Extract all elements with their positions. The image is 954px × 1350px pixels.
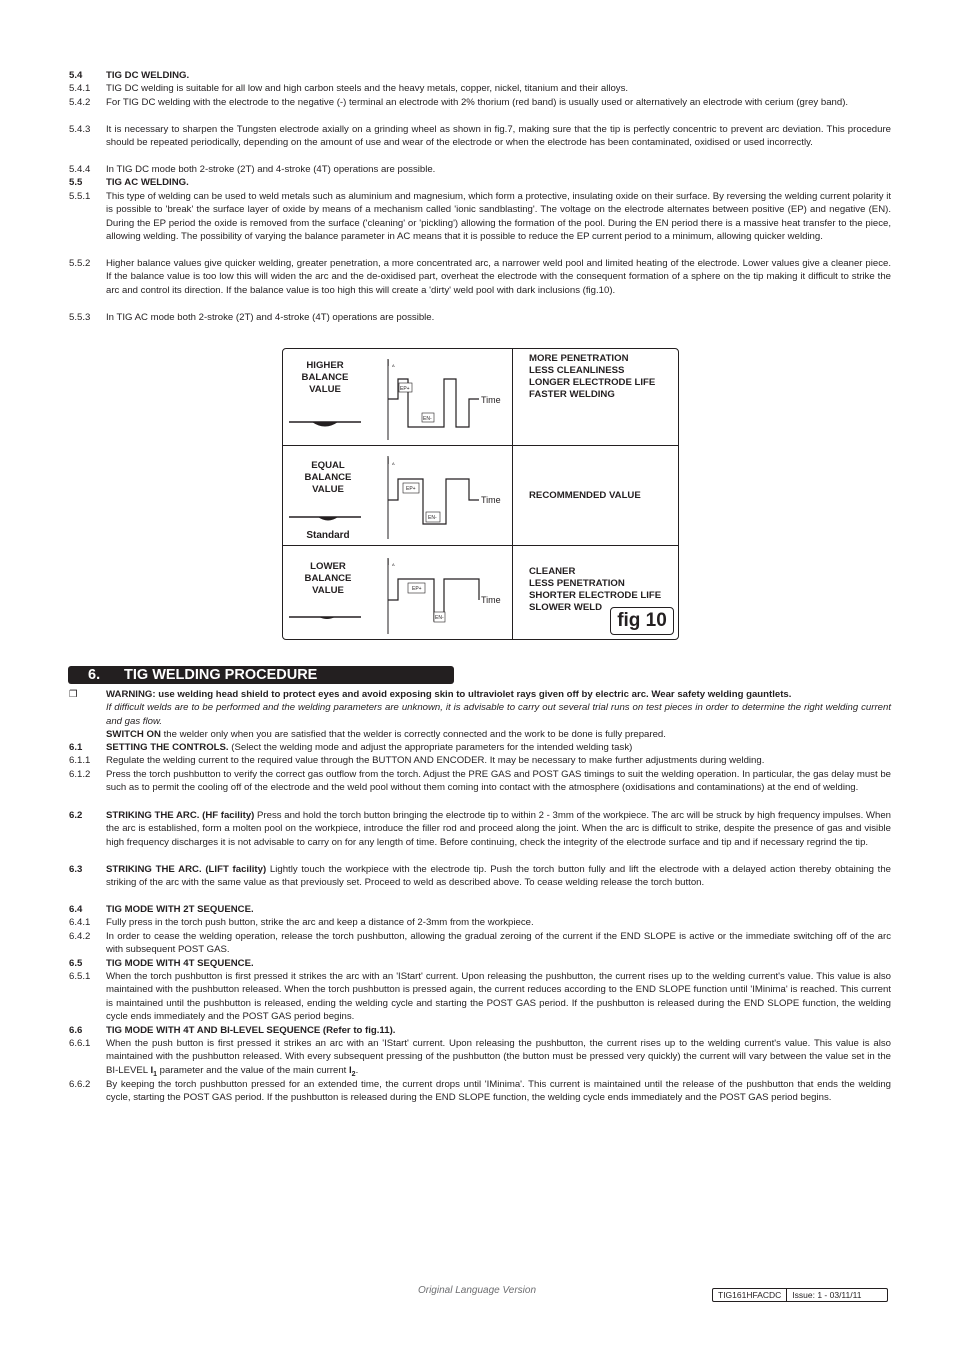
waveform-lower <box>283 546 513 641</box>
para-6-1: 6.1 SETTING THE CONTROLS. (Select the welding mode and adjust the appropriate parameters for the intended welding task) <box>69 742 633 753</box>
heading-5-4: 5.4 TIG DC WELDING. <box>69 70 190 81</box>
waveform-higher <box>283 349 513 445</box>
standard-label: Standard <box>306 530 350 541</box>
para-6-3: 6.3 STRIKING THE ARC. (LIFT facility) Lightly touch the workpiece with the electrode tip. Push the torch button fully and lift the electrode with a delayed action thereby obtaining the striking of the arc with the same value as that previously set. Proceed to weld as described above. To cease welding release the torch button. <box>69 864 891 889</box>
para-6-6-2: 6.6.2 By keeping the torch pushbutton pressed for an extended time, the current drops until 'IMinima'. This current is maintained until the release of the pushbutton that ends the welding cycle, starting the POST GAS period. If the pushbutton is released during the END SLOPE function, the welding cycle ends immediately and the POST GAS period begins. <box>69 1079 891 1104</box>
para-6-5-1: 6.5.1 When the torch pushbutton is first pressed it strikes the arc with an 'IStart' current. Upon releasing the pushbutton, the current rises up to the welding current's value. This value is also maintained with the pushbutton released. When the torch pushbutton is pressed again, the current reduces according to the END SLOPE function until 'IMinima' is reached. This current is maintained until the pushbutton is released, ending the welding cycle and starting the POST GAS period. If the pushbutton is released during the END SLOPE function, the welding cycle ends immediately and the POST GAS period begins. <box>69 971 891 1023</box>
balance-desc-higher: MORE PENETRATION LESS CLEANLINESS LONGER ELECTRODE LIFE FASTER WELDING <box>529 353 656 400</box>
para-6-1-2: 6.1.2 Press the torch pushbutton to verify the correct gas outflow from the torch. Adjust the PRE GAS and POST GAS timings to suit the welding operation. In particular, the gas delay must be such as to permit the cooling off of the electrode and the weld pool without them coming into contact with the atmosphere (oxidisations and contaminations) at the end of welding. <box>69 769 891 794</box>
footer-issue: Issue: 1 - 03/11/11 <box>792 1290 862 1300</box>
svg-text:Time: Time <box>481 495 501 505</box>
balance-desc-lower: CLEANER LESS PENETRATION SHORTER ELECTRODE LIFE SLOWER WELD <box>529 566 662 613</box>
svg-text:EP+: EP+ <box>400 386 410 392</box>
svg-text:EN-: EN- <box>435 615 444 621</box>
warning-checkbox-icon: ❒ <box>69 689 78 700</box>
figure-number: fig 10 <box>610 607 674 635</box>
svg-text:EP+: EP+ <box>406 486 416 492</box>
para-5-4-4: 5.4.4 In TIG DC mode both 2-stroke (2T) and 4-stroke (4T) operations are possible. <box>69 164 436 175</box>
svg-text:EN-: EN- <box>423 416 432 422</box>
para-5-4-3: 5.4.3 It is necessary to sharpen the Tungsten electrode axially on a grinding wheel as shown in fig.7, making sure that the tip is perfectly concentric to prevent arc deviation. This procedure should be repeated periodically, depending on the amount of use and wear of the electrode or when the electrode has been contaminated, oxidised or used incorrectly. <box>69 124 891 149</box>
para-6-2: 6.2 STRIKING THE ARC. (HF facility) Press and hold the torch button bringing the electrode tip to within 2 - 3mm of the workpiece. The arc will be struck by high frequency impulses. When the arc is established, form a molten pool on the workpiece, introduce the filler rod and proceed along the joint. When the arc is difficult to strike, despite the presence of gas and visible high frequency discharges it is not advisable to carry on for any length of time. Before continuing, check the integrity of the electrode surface and tip and if necessary regrind the tip. <box>69 810 891 848</box>
heading-6-5: 6.5 TIG MODE WITH 4T SEQUENCE. <box>69 958 254 969</box>
heading-6-6: 6.6 TIG MODE WITH 4T AND BI-LEVEL SEQUENCE (Refer to fig.11). <box>69 1025 396 1036</box>
balance-desc-equal: RECOMMENDED VALUE <box>529 490 641 501</box>
svg-text:Time: Time <box>481 595 501 605</box>
svg-text:EN-: EN- <box>428 515 437 521</box>
svg-text:Time: Time <box>481 395 501 405</box>
svg-text:A: A <box>392 461 395 466</box>
para-6-4-1: 6.4.1 Fully press in the torch push button, strike the arc and keep a distance of 2-3mm from the workpiece. <box>69 917 534 928</box>
svg-text:I: I <box>387 557 390 567</box>
balance-label-lower: LOWER BALANCE VALUE <box>304 561 352 596</box>
para-5-5-3: 5.5.3 In TIG AC mode both 2-stroke (2T) and 4-stroke (4T) operations are possible. <box>69 312 435 323</box>
svg-text:I: I <box>387 358 390 368</box>
para-5-5-1: 5.5.1 This type of welding can be used to weld metals such as aluminium and magnesium, which form a protective, insulating oxide on their surface. By reversing the welding current polarity it is possible to 'break' the surface layer of oxide by means of a mechanism called 'ionic sandblasting'. The voltage on the electrode alternates between positive (EP) and negative (EN). During the EP period the oxide is removed from the surface ('cleaning' or 'pickling') allowing the formation of the pool. During the EN period there is a massive heat transfer to the piece, allowing welding. The possibility of varying the balance parameter in AC means that it is possible to reduce the EP current period to a minimum, allowing quicker welding. <box>69 191 891 243</box>
para-6-6-1: 6.6.1 When the push button is first pressed it strikes an arc with an 'IStart' current. Upon releasing the pushbutton, the current rises up to the welding current's value. This value is also maintained with the pushbutton released. With every subsequent pressing of the pushbutton (the button must be pressed very quickly) the current will vary between the value set in the BI-LEVEL $I_1$ parameter and the value of the main current $I_2$. <box>69 1038 891 1078</box>
para-6-1-1: 6.1.1 Regulate the welding current to the required value through the BUTTON AND ENCODER. It may be necessary to make further adjustments during welding. <box>69 755 765 766</box>
balance-label-higher: HIGHER BALANCE VALUE <box>301 360 349 395</box>
para-5-5-2: 5.5.2 Higher balance values give quicker welding, greater penetration, a more concentrated arc, a narrower weld pool and limited heating of the electrode. Lower values give a cleaner piece. If the balance value is too low this will widen the arc and the de-oxidised part, overheat the electrode with the consequent formation of a sphere on the tip making it difficult to strike the arc and control its direction. If the balance value is too high this will create a 'dirty' weld pool with dark inclusions (fig.10). <box>69 258 891 296</box>
balance-label-equal: EQUAL BALANCE VALUE <box>304 460 352 495</box>
para-5-4-1: 5.4.1 TIG DC welding is suitable for all low and high carbon steels and the heavy metals, copper, nickel, titanium and their alloys. <box>69 83 629 94</box>
footer-model: TIG161HFACDC <box>713 1289 787 1301</box>
svg-text:EP+: EP+ <box>412 586 422 592</box>
section-6-heading: 6. TIG WELDING PROCEDURE <box>68 666 454 684</box>
footer-model-issue-box <box>712 1288 888 1302</box>
fig-10-balance-diagram <box>282 348 679 640</box>
svg-text:A: A <box>392 363 395 368</box>
svg-text:A: A <box>392 562 395 567</box>
para-6-4-2: 6.4.2 In order to cease the welding operation, release the torch pushbutton, allowing the gradual zeroing of the current if the END SLOPE is active or the immediate switching off of the arc with subsequent POST GAS. <box>69 931 891 956</box>
warning-block: ❒ WARNING: use welding head shield to protect eyes and avoid exposing skin to ultraviolet rays given off by electric arc. Wear safety welding gauntlets. If difficult welds are to be performed and the welding parameters are unknown, it is advisable to carry out several trial runs on test pieces in order to determine the right welding current and gas flow. SWITCH ON the welder only when you are satisfied that the welder is correctly connected and the work to be done is fully prepared. <box>69 689 891 741</box>
para-5-4-2: 5.4.2 For TIG DC welding with the electrode to the negative (-) terminal an electrode with 2% thorium (red band) is usually used or alternatively an electrode with cerium (grey band). <box>69 97 849 108</box>
svg-text:I: I <box>387 456 390 466</box>
heading-5-5: 5.5 TIG AC WELDING. <box>69 177 189 188</box>
footer-language-note: Original Language Version <box>417 1285 537 1296</box>
heading-6-4: 6.4 TIG MODE WITH 2T SEQUENCE. <box>69 904 254 915</box>
